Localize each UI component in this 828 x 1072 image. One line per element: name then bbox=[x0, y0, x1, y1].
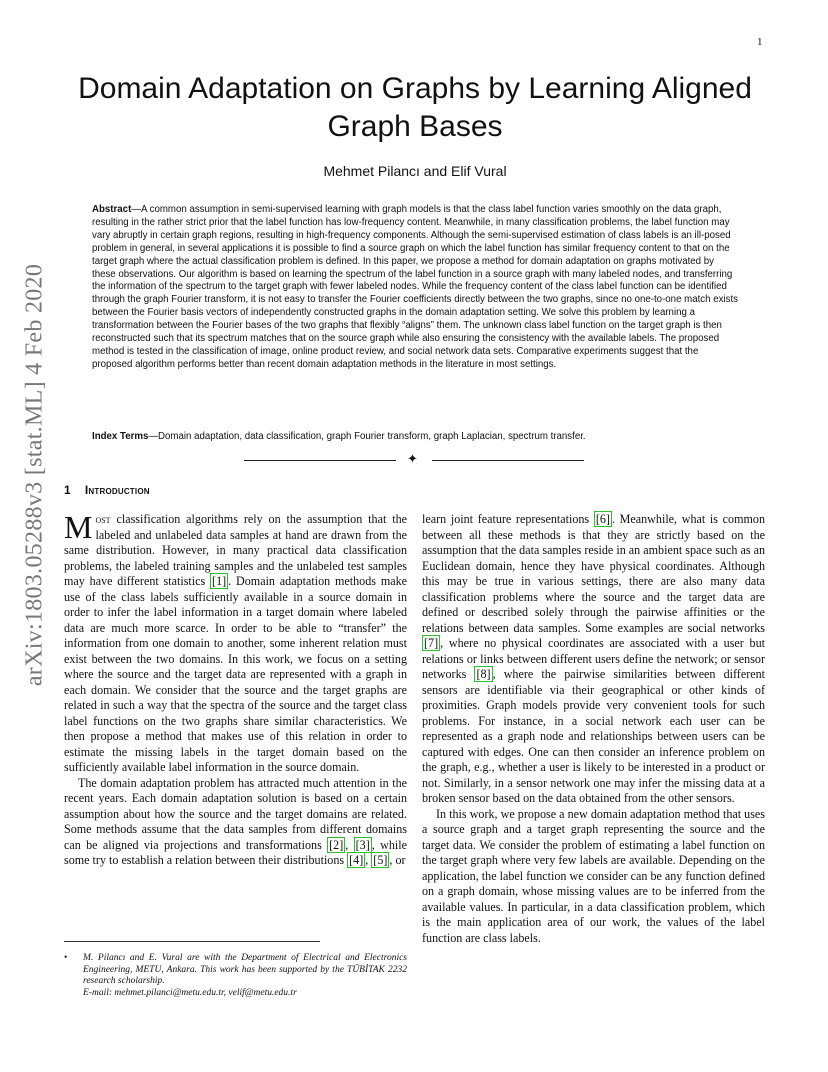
citation-link[interactable]: [1] bbox=[212, 574, 227, 588]
paragraph-text: . Domain adaptation methods make use of the class labels sufficiently available in a source domain in order to infer the label information in a target domain where labeled data are much more scarce. In order to be able to “transfer” the information from one domain to another, some inherent relation must exist between the two domains. In this work, we focus on a setting where the source and the target data are represented with a graph in each domain. We consider that the source and the target graphs are related in such a way that the spectra of the source and the target class label functions on the two graphs share similar characteristics. We then propose a method that makes use of this relation in order to estimate the missing labels in the target domain based on the sufficiently available label information in the source domain. bbox=[64, 574, 408, 774]
section-title: Introduction bbox=[84, 483, 150, 497]
separator-rule-right bbox=[432, 460, 584, 461]
smallcaps-lead: ost bbox=[95, 512, 111, 526]
separator-diamond-icon: ✦ bbox=[407, 452, 418, 467]
paper-title: Domain Adaptation on Graphs by Learning Aligned Graph Bases bbox=[78, 72, 752, 143]
paragraph-text: , while some try to establish a relation between their distributions bbox=[64, 837, 408, 867]
section-heading bbox=[64, 483, 150, 497]
footnote-text bbox=[83, 953, 407, 1000]
paragraph-text: , or bbox=[389, 853, 406, 867]
paragraph-text: , bbox=[365, 853, 372, 867]
authors: Mehmet Pilancı and Elif Vural bbox=[323, 163, 507, 179]
footnote-bullet: • bbox=[64, 953, 68, 963]
paragraph: In this work, we propose a new domain adaptation method that uses a source graph and a target graph representing the source and the target data. We consider the problem of estimating a label function on the target graph where very few labels are available. Depending on the application, the label function we consider can be any function defined on a graph domain, whose missing values are to be inferred from the available values. In particular, in a data classification problem, which is the main application area of our work, the values of the label function are class labels. bbox=[422, 806, 765, 945]
text-column-left bbox=[64, 509, 408, 869]
paragraph-text: , where no physical coordinates are associated with a user but relations or links between different users define the network; or sensor networks bbox=[422, 636, 765, 681]
section-separator bbox=[244, 452, 584, 467]
abstract bbox=[92, 204, 740, 372]
citation-link[interactable]: [8] bbox=[476, 667, 491, 681]
paragraph-text: , bbox=[345, 837, 354, 852]
page-number: 1 bbox=[757, 36, 763, 48]
citation-link[interactable]: [6] bbox=[595, 512, 610, 526]
citation-link[interactable]: [3] bbox=[355, 837, 370, 852]
paragraph-text: learn joint feature representations bbox=[422, 512, 594, 526]
citation-link[interactable]: [5] bbox=[373, 853, 388, 867]
citation-link[interactable]: [4] bbox=[349, 853, 364, 867]
abstract-text: —A common assumption in semi-supervised learning with graph models is that the class label function varies smoothly on the data graph, resulting in the rather strict prior that the label function has low-frequency content. Meanwhile, in many classification problems, the label function may vary abruptly in certain graph regions, resulting in high-frequency components. Although the semi-supervised estimation of class labels is an ill-posed problem in general, in several applications it is possible to find a source graph on which the label function has similar frequency content to that on the target graph where the actual classification problem is defined. In this paper, we propose a method for domain adaptation on graphs motivated by these observations. Our algorithm is based on learning the spectrum of the label function in a source graph with many labeled nodes, and transferring the information of the spectrum to the target graph with fewer labeled nodes. While the frequency content of the class label function can be identified through the graph Fourier transform, it is not easy to transfer the Fourier coefficients directly between the two graphs, since no one-to-one match exists between the Fourier basis vectors of independently constructed graphs in the domain adaptation setting. We solve this problem by learning a transformation between the Fourier bases of the two graphs that flexibly “aligns” them. The unknown class label function on the target graph is then reconstructed such that its spectrum matches that on the source graph while also ensuring the consistency with the available labels. The proposed method is tested in the classification of image, online product review, and social network data sets. Comparative experiments suggest that the proposed algorithm performs better than recent domain adaptation methods in the literature in most settings. bbox=[92, 204, 738, 370]
section-number: 1 bbox=[64, 483, 71, 497]
paragraph bbox=[64, 776, 407, 869]
arxiv-sidebar-stamp bbox=[20, 263, 50, 687]
paragraph-text: . Meanwhile, what is common between all these methods is that they are strictly based on the assumption that the data samples reside in an ambient space such as an Euclidean domain, hence they have physical coordinates. Although this may be true in various settings, there are also many data classification problems where the source and the target data are defined or described solely through the pairwise affinities or the relations between data samples. Some examples are social networks bbox=[422, 512, 765, 635]
index-terms bbox=[92, 430, 740, 443]
footnote-affiliation: M. Pilancı and E. Vural are with the Department of Electrical and Electronics Engineering, METU, Ankara. This work has been supported by the TÜBİTAK 2232 research scholarship. bbox=[83, 953, 407, 987]
drop-cap: M bbox=[64, 509, 93, 545]
citation-link[interactable]: [7] bbox=[424, 636, 439, 650]
footnote bbox=[64, 953, 407, 1000]
abstract-label: Abstract bbox=[92, 204, 132, 215]
paragraph-text: The domain adaptation problem has attracted much attention in the recent years. Each domain adaptation solution is based on a certain assumption about how the source and the target domains are related. Some methods assume that the data samples from different domains can be aligned via projections and transformations bbox=[64, 775, 407, 852]
paragraph bbox=[422, 512, 765, 807]
footnote-rule bbox=[64, 941, 320, 942]
index-terms-text: —Domain adaptation, data classification, graph Fourier transform, graph Laplacian, spectrum transfer. bbox=[148, 431, 586, 442]
footnote-email: E-mail: mehmet.pilanci@metu.edu.tr, velif@metu.edu.tr bbox=[83, 988, 297, 999]
citation-link[interactable]: [2] bbox=[329, 837, 344, 852]
arxiv-id: arXiv:1803.05288v3 [stat.ML] 4 Feb 2020 bbox=[21, 263, 48, 687]
separator-rule-left bbox=[244, 460, 396, 461]
index-terms-label: Index Terms bbox=[92, 431, 149, 442]
text-column-right bbox=[422, 512, 765, 946]
paragraph-text: , where the pairwise similarities between different sensors are identifiable via their geographical or other kinds of proximities. Graph models provide very convenient tools for such problems. For instance, in a social network each user can be represented as a graph node and relationships between users can be captured with edges. One can then consider an inference problem on the graph, e.g., whether a user is likely to be interested in a product or not. Similarly, in a sensor network one may infer the missing data at a broken sensor based on the data obtained from the other sensors. bbox=[422, 667, 765, 805]
paragraph-text: classification algorithms rely on the assumption that the labeled and unlabeled data samples at hand are drawn from the same distribution. However, in many practical data classification problems, the labeled training samples and the unlabeled test samples may have different statistics bbox=[64, 512, 407, 588]
paragraph bbox=[64, 509, 408, 776]
